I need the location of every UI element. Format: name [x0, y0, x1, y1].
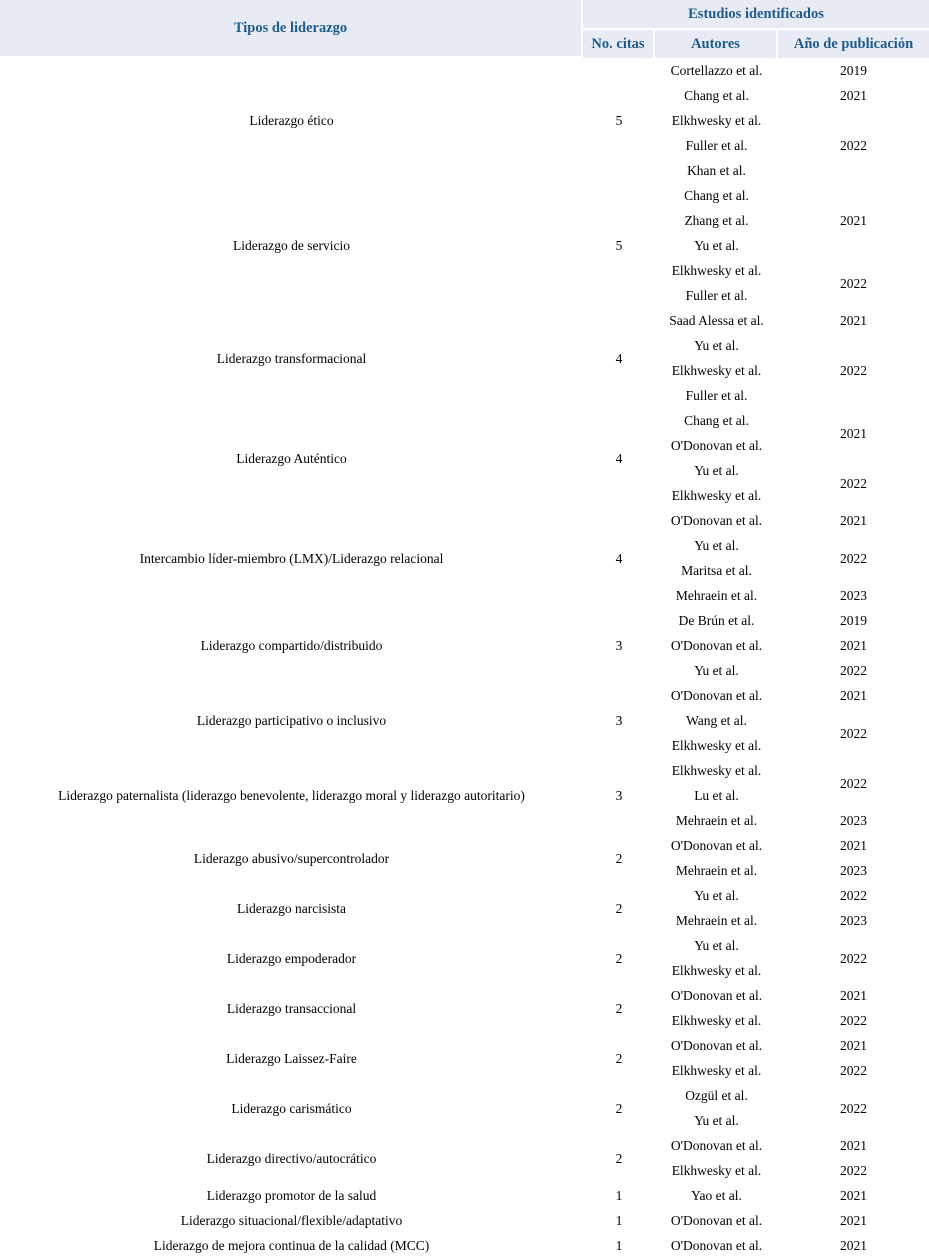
cell-leadership-type: Liderazgo paternalista (liderazgo benevolente, liderazgo moral y liderazgo autoritario) [58, 788, 525, 803]
cell-author: O'Donovan et al. [670, 988, 763, 1003]
table-row [0, 408, 929, 433]
cell-author: Elkhwesky et al. [671, 263, 762, 278]
cell-author: Fuller et al. [685, 138, 748, 153]
cell-publication-year: 2023 [840, 913, 868, 928]
cell-publication-year: 2022 [840, 1100, 868, 1116]
cell-publication-year: 2022 [840, 138, 868, 153]
cell-publication-year: 2022 [840, 888, 868, 903]
cell-leadership-type: Liderazgo directivo/autocrático [206, 1150, 377, 1166]
cell-publication-year: 2022 [840, 663, 868, 678]
cell-publication-year: 2022 [840, 725, 868, 741]
cell-publication-year: 2022 [840, 363, 868, 378]
cell-author: O'Donovan et al. [670, 1138, 763, 1153]
cell-publication-year: 2022 [840, 1063, 868, 1078]
cell-author: O'Donovan et al. [670, 688, 763, 703]
cell-author: Mehraein et al. [675, 863, 758, 878]
cell-publication-year: 2022 [840, 275, 868, 291]
cell-author: Elkhwesky et al. [671, 963, 762, 978]
cell-leadership-type: Liderazgo empoderador [226, 950, 357, 966]
cell-author: Chang et al. [684, 413, 749, 428]
table-row [0, 183, 929, 208]
table-row [0, 1183, 929, 1208]
cell-author: Wang et al. [686, 713, 747, 728]
cell-author: Khan et al. [687, 163, 746, 178]
cell-author: Cortellazzo et al. [670, 63, 763, 78]
cell-author: Yu et al. [694, 888, 739, 903]
cell-author: O'Donovan et al. [670, 1213, 763, 1228]
table-row [0, 933, 929, 958]
header-row-top [0, 0, 929, 30]
cell-author: Yu et al. [694, 1113, 739, 1128]
cell-leadership-type: Liderazgo transaccional [226, 1000, 357, 1016]
cell-author: O'Donovan et al. [670, 638, 763, 653]
table-row [0, 1033, 929, 1058]
cell-author: Mehraein et al. [675, 588, 758, 603]
cell-author: Chang et al. [684, 188, 749, 203]
cell-author: Mehraein et al. [675, 813, 758, 828]
column-header-publication-year: Año de publicación [778, 30, 929, 58]
cell-publication-year: 2021 [840, 313, 868, 328]
cell-author: Elkhwesky et al. [671, 738, 762, 753]
cell-author: Yu et al. [694, 338, 739, 353]
cell-publication-year: 2021 [840, 513, 868, 528]
cell-publication-year: 2023 [840, 863, 868, 878]
column-header-leadership-types: Tipos de liderazgo [0, 0, 583, 58]
cell-author: Elkhwesky et al. [671, 113, 762, 128]
table-row [0, 683, 929, 708]
cell-publication-year: 2022 [840, 1163, 868, 1178]
cell-publication-year: 2023 [840, 588, 868, 603]
cell-author: O'Donovan et al. [670, 438, 763, 453]
cell-citation-count: 2 [615, 900, 623, 916]
cell-author: Elkhwesky et al. [671, 488, 762, 503]
table-row [0, 1133, 929, 1158]
cell-author: Yao et al. [691, 1188, 742, 1203]
cell-author: Chang et al. [684, 88, 749, 103]
cell-publication-year: 2023 [840, 813, 868, 828]
table-row [0, 1233, 929, 1258]
cell-leadership-type: Liderazgo narcisista [236, 900, 347, 916]
cell-author: Zhang et al. [684, 213, 749, 228]
cell-author: Maritsa et al. [681, 563, 752, 578]
cell-leadership-type: Liderazgo abusivo/supercontrolador [193, 850, 390, 866]
cell-citation-count: 4 [615, 450, 623, 466]
cell-leadership-type: Liderazgo Auténtico [236, 450, 347, 466]
cell-leadership-type: Liderazgo carismático [231, 1100, 352, 1116]
cell-author: Yu et al. [694, 663, 739, 678]
cell-author: O'Donovan et al. [670, 1238, 763, 1253]
cell-publication-year: 2021 [840, 1138, 868, 1153]
cell-citation-count: 4 [615, 550, 623, 566]
cell-author: Fuller et al. [685, 388, 748, 403]
cell-publication-year: 2021 [840, 688, 868, 703]
cell-leadership-type: Intercambio líder-miembro (LMX)/Liderazgo relacional [139, 550, 444, 566]
cell-publication-year: 2021 [840, 1238, 868, 1253]
cell-citation-count: 1 [615, 1213, 623, 1228]
cell-citation-count: 2 [615, 1150, 623, 1166]
cell-author: Yu et al. [694, 463, 739, 478]
column-header-authors: Autores [655, 30, 778, 58]
cell-leadership-type: Liderazgo ético [249, 113, 334, 128]
cell-citation-count: 2 [615, 950, 623, 966]
cell-publication-year: 2022 [840, 775, 868, 791]
cell-author: Mehraein et al. [675, 913, 758, 928]
cell-citation-count: 5 [615, 238, 623, 253]
cell-publication-year: 2021 [840, 213, 868, 228]
cell-author: Elkhwesky et al. [671, 1013, 762, 1028]
cell-leadership-type: Liderazgo compartido/distribuido [200, 638, 383, 653]
table-row [0, 1208, 929, 1233]
cell-author: O'Donovan et al. [670, 1038, 763, 1053]
cell-leadership-type: Liderazgo Laissez-Faire [226, 1050, 357, 1066]
cell-publication-year: 2021 [840, 988, 868, 1003]
cell-publication-year: 2021 [840, 425, 868, 441]
cell-leadership-type: Liderazgo de mejora continua de la calidad (MCC) [153, 1238, 430, 1253]
table-header [0, 0, 929, 58]
cell-citation-count: 5 [615, 113, 623, 128]
cell-publication-year: 2022 [840, 950, 868, 966]
cell-author: Saad Alessa et al. [669, 313, 764, 328]
cell-author: Fuller et al. [685, 288, 748, 303]
table-row [0, 508, 929, 533]
cell-citation-count: 1 [615, 1238, 623, 1253]
table-row [0, 308, 929, 333]
table-row [0, 58, 929, 83]
cell-publication-year: 2021 [840, 88, 868, 103]
cell-citation-count: 3 [615, 788, 623, 803]
table-row [0, 608, 929, 633]
cell-publication-year: 2021 [840, 838, 868, 853]
cell-publication-year: 2022 [840, 1013, 868, 1028]
table-body [0, 58, 929, 1258]
table-row [0, 833, 929, 858]
cell-author: Elkhwesky et al. [671, 1163, 762, 1178]
cell-publication-year: 2021 [840, 1188, 868, 1203]
cell-citation-count: 2 [615, 1050, 623, 1066]
cell-citation-count: 2 [615, 1000, 623, 1016]
cell-citation-count: 2 [615, 850, 623, 866]
cell-citation-count: 4 [615, 350, 623, 366]
column-header-identified-studies: Estudios identificados [583, 0, 929, 30]
cell-citation-count: 3 [615, 713, 623, 728]
cell-author: Yu et al. [694, 938, 739, 953]
cell-publication-year: 2022 [840, 475, 868, 491]
cell-leadership-type: Liderazgo participativo o inclusivo [196, 713, 387, 728]
table-row [0, 883, 929, 908]
cell-publication-year: 2021 [840, 1213, 868, 1228]
cell-author: Yu et al. [694, 238, 739, 253]
cell-author: Elkhwesky et al. [671, 363, 762, 378]
cell-leadership-type: Liderazgo transformacional [216, 350, 367, 366]
table-row [0, 983, 929, 1008]
cell-author: De Brún et al. [678, 613, 755, 628]
cell-author: Yu et al. [694, 538, 739, 553]
cell-author: O'Donovan et al. [670, 838, 763, 853]
cell-publication-year: 2019 [840, 613, 868, 628]
cell-publication-year: 2021 [840, 1038, 868, 1053]
column-header-citation-count: No. citas [583, 30, 655, 58]
cell-citation-count: 2 [615, 1100, 623, 1116]
table-row [0, 1083, 929, 1108]
cell-citation-count: 3 [615, 638, 623, 653]
cell-author: Elkhwesky et al. [671, 1063, 762, 1078]
cell-publication-year: 2022 [840, 550, 868, 566]
cell-author: O'Donovan et al. [670, 513, 763, 528]
cell-leadership-type: Liderazgo situacional/flexible/adaptativo [180, 1213, 403, 1228]
cell-author: Ozgül et al. [685, 1088, 748, 1103]
cell-author: Lu et al. [694, 788, 739, 803]
table-row [0, 758, 929, 783]
cell-publication-year: 2021 [840, 638, 868, 653]
cell-leadership-type: Liderazgo de servicio [233, 238, 350, 253]
cell-publication-year: 2019 [840, 63, 868, 78]
cell-author: Elkhwesky et al. [671, 763, 762, 778]
cell-citation-count: 1 [615, 1188, 623, 1203]
cell-leadership-type: Liderazgo promotor de la salud [206, 1188, 377, 1203]
